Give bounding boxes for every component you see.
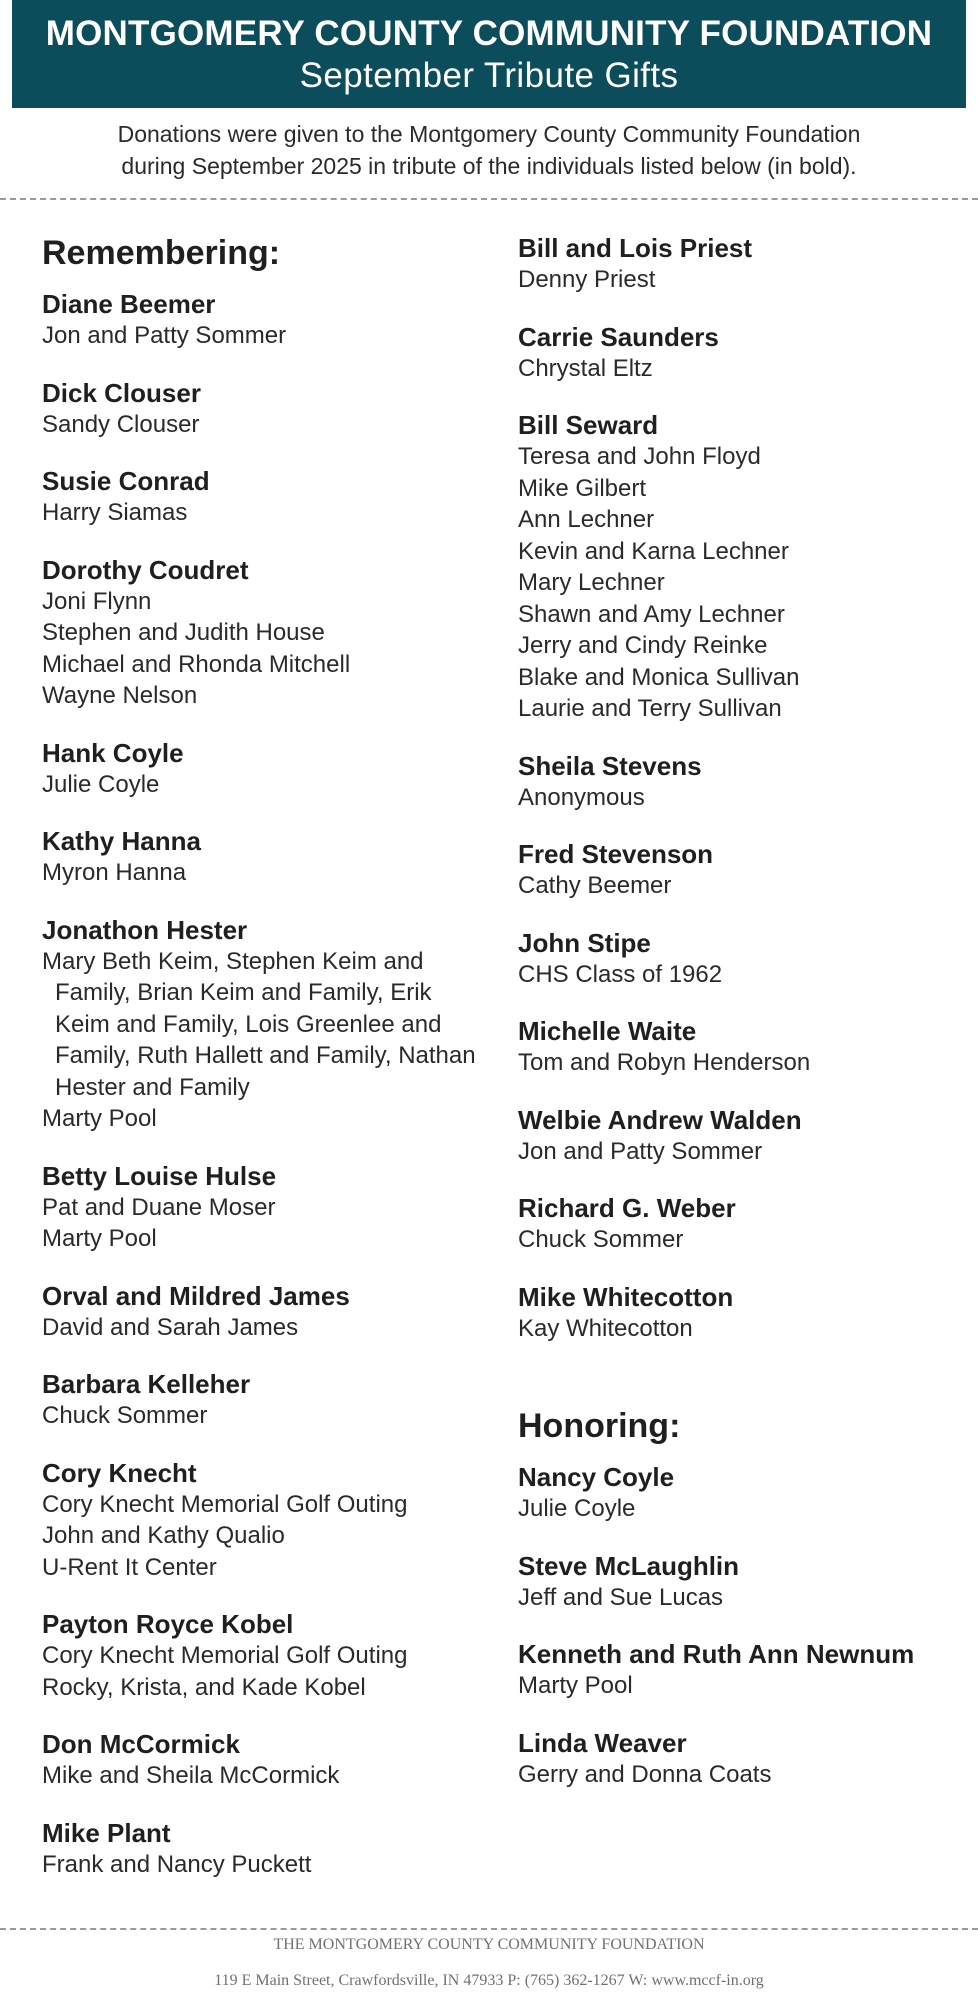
tribute-name: Michelle Waite [518,1016,697,1046]
donor-name: Julie Coyle [42,770,160,798]
tribute-name: Fred Stevenson [518,839,714,869]
right-column [518,232,958,1815]
donor-name: Teresa and John Floyd [518,443,761,470]
donor-name: Rocky, Krista, and Kade Kobel [42,1673,366,1701]
tribute-name: Carrie Saunders [518,321,719,352]
donor-name: Myron Hanna [42,859,187,886]
donor-name: Jon and Patty Sommer [42,322,287,349]
donor-name: U-Rent It Center [42,1553,217,1581]
donor-name: Sandy Clouser [42,410,200,438]
intro-line: during September 2025 in tribute of the individuals listed below (in bold). [121,153,857,179]
tribute-name: Welbie Andrew Walden [518,1104,802,1135]
donor-name: Joni Flynn [42,587,152,615]
tribute-entry [518,750,958,814]
donor-name: Cory Knecht Memorial Golf Outing [42,1490,408,1518]
top-divider [0,198,978,200]
tribute-entry [42,1160,482,1255]
page-title: MONTGOMERY COUNTY COMMUNITY FOUNDATION [45,14,933,53]
donor-name: Gerry and Donna Coats [518,1760,772,1788]
tribute-name: Dorothy Coudret [42,554,249,585]
donor-name: Kay Whitecotton [518,1314,693,1342]
donor-name: Stephen and Judith House [42,619,325,646]
tribute-entry [518,1192,958,1256]
tribute-name: Bill and Lois Priest [518,233,753,263]
donor-name: Pat and Duane Moser [42,1193,276,1221]
tribute-entry [42,377,482,441]
donor-name: CHS Class of 1962 [518,960,723,988]
tribute-entry [42,465,482,529]
tribute-entry [518,409,958,725]
tribute-entry [518,321,958,385]
tribute-entry [42,1368,482,1432]
tribute-name: Nancy Coyle [518,1462,675,1492]
tribute-name: Barbara Kelleher [42,1369,251,1399]
donor-name: Cathy Beemer [518,872,672,899]
remembering-heading: Remembering: [42,234,281,272]
tribute-name: John Stipe [518,927,651,958]
tribute-entry [42,1608,482,1703]
donor-name: Cory Knecht Memorial Golf Outing [42,1642,408,1669]
tribute-entry [42,914,482,1135]
tribute-name: Orval and Mildred James [42,1280,350,1311]
tribute-entry [42,737,482,801]
tribute-entry [518,1015,958,1079]
tribute-entry [42,288,482,352]
intro-line: Donations were given to the Montgomery County Community Foundation [117,121,861,147]
tribute-name: Jonathon Hester [42,914,248,945]
tribute-name: Steve McLaughlin [518,1550,740,1581]
donor-name: Anonymous [518,783,645,811]
donor-name: Mike and Sheila McCormick [42,1762,340,1789]
donor-name: Frank and Nancy Puckett [42,1850,312,1878]
tribute-entry [42,825,482,889]
tribute-name: Mike Whitecotton [518,1281,734,1312]
tribute-entry [42,1457,482,1584]
donor-name: Chuck Sommer [42,1402,208,1429]
donor-name: Julie Coyle [518,1495,636,1522]
section-spacer [518,1369,958,1405]
donor-name: Chrystal Eltz [518,354,653,382]
tribute-name: Mike Plant [42,1817,171,1848]
donor-name: Laurie and Terry Sullivan [518,695,782,722]
footer-address: 119 E Main Street, Crawfordsville, IN 47933 P: (765) 362-1267 W: www.mccf-in.org [214,1972,764,1989]
donor-name: Michael and Rhonda Mitchell [42,650,351,678]
tribute-entry [518,232,958,296]
donor-name: Marty Pool [42,1225,157,1252]
donor-name: Tom and Robyn Henderson [518,1049,811,1076]
donor-name: Shawn and Amy Lechner [518,600,785,628]
donor-name: Marty Pool [518,1672,633,1699]
tribute-entry [518,1461,958,1525]
donor-name: David and Sarah James [42,1313,299,1341]
footer-org-name: THE MONTGOMERY COUNTY COMMUNITY FOUNDATION [273,1936,705,1953]
tribute-entry [518,1727,958,1791]
donor-name: Denny Priest [518,266,656,293]
left-column [42,232,482,1905]
donor-name: Jon and Patty Sommer [518,1137,763,1165]
tribute-name: Sheila Stevens [518,750,702,781]
donor-name: Mary Beth Keim, Stephen Keim and Family, Brian Keim and Family, Erik Keim and Family, Lois Greenlee and Family, Ruth Hallett and Family, Nathan Hester and Family [42,947,476,1101]
donor-name: Harry Siamas [42,499,188,526]
tribute-name: Diane Beemer [42,289,216,319]
tribute-entry [42,1280,482,1344]
donor-name: Wayne Nelson [42,682,198,709]
bottom-divider [0,1928,978,1930]
tribute-entry [518,1104,958,1168]
tribute-entry [518,1281,958,1345]
donor-name: Jeff and Sue Lucas [518,1583,724,1611]
honoring-heading: Honoring: [518,1407,681,1445]
donor-name: Chuck Sommer [518,1226,684,1253]
tribute-name: Linda Weaver [518,1727,687,1758]
tribute-name: Betty Louise Hulse [42,1160,277,1191]
donor-name: John and Kathy Qualio [42,1522,285,1549]
tribute-name: Kenneth and Ruth Ann Newnum [518,1639,915,1669]
donor-name: Mike Gilbert [518,474,647,502]
tribute-name: Richard G. Weber [518,1193,736,1223]
page-subtitle: September Tribute Gifts [299,56,679,95]
donor-name: Blake and Monica Sullivan [518,663,800,691]
donor-name: Ann Lechner [518,506,655,533]
page-header [12,0,966,108]
tribute-entry [42,1728,482,1792]
donor-name: Kevin and Karna Lechner [518,537,789,565]
tribute-entry [42,1817,482,1881]
tribute-name: Cory Knecht [42,1457,197,1488]
tribute-name: Bill Seward [518,410,659,440]
tribute-entry [518,927,958,991]
tribute-entry [518,1638,958,1702]
tribute-name: Payton Royce Kobel [42,1609,294,1639]
intro-text [0,118,978,182]
donor-name: Jerry and Cindy Reinke [518,632,768,659]
tribute-entry [42,554,482,712]
tribute-name: Dick Clouser [42,377,201,408]
tribute-entry [518,1550,958,1614]
tribute-name: Hank Coyle [42,737,184,768]
donor-name: Mary Lechner [518,569,665,596]
tribute-entry [518,838,958,902]
tribute-name: Kathy Hanna [42,826,201,856]
tribute-name: Don McCormick [42,1729,240,1759]
donor-name: Marty Pool [42,1105,157,1132]
tribute-name: Susie Conrad [42,466,210,496]
